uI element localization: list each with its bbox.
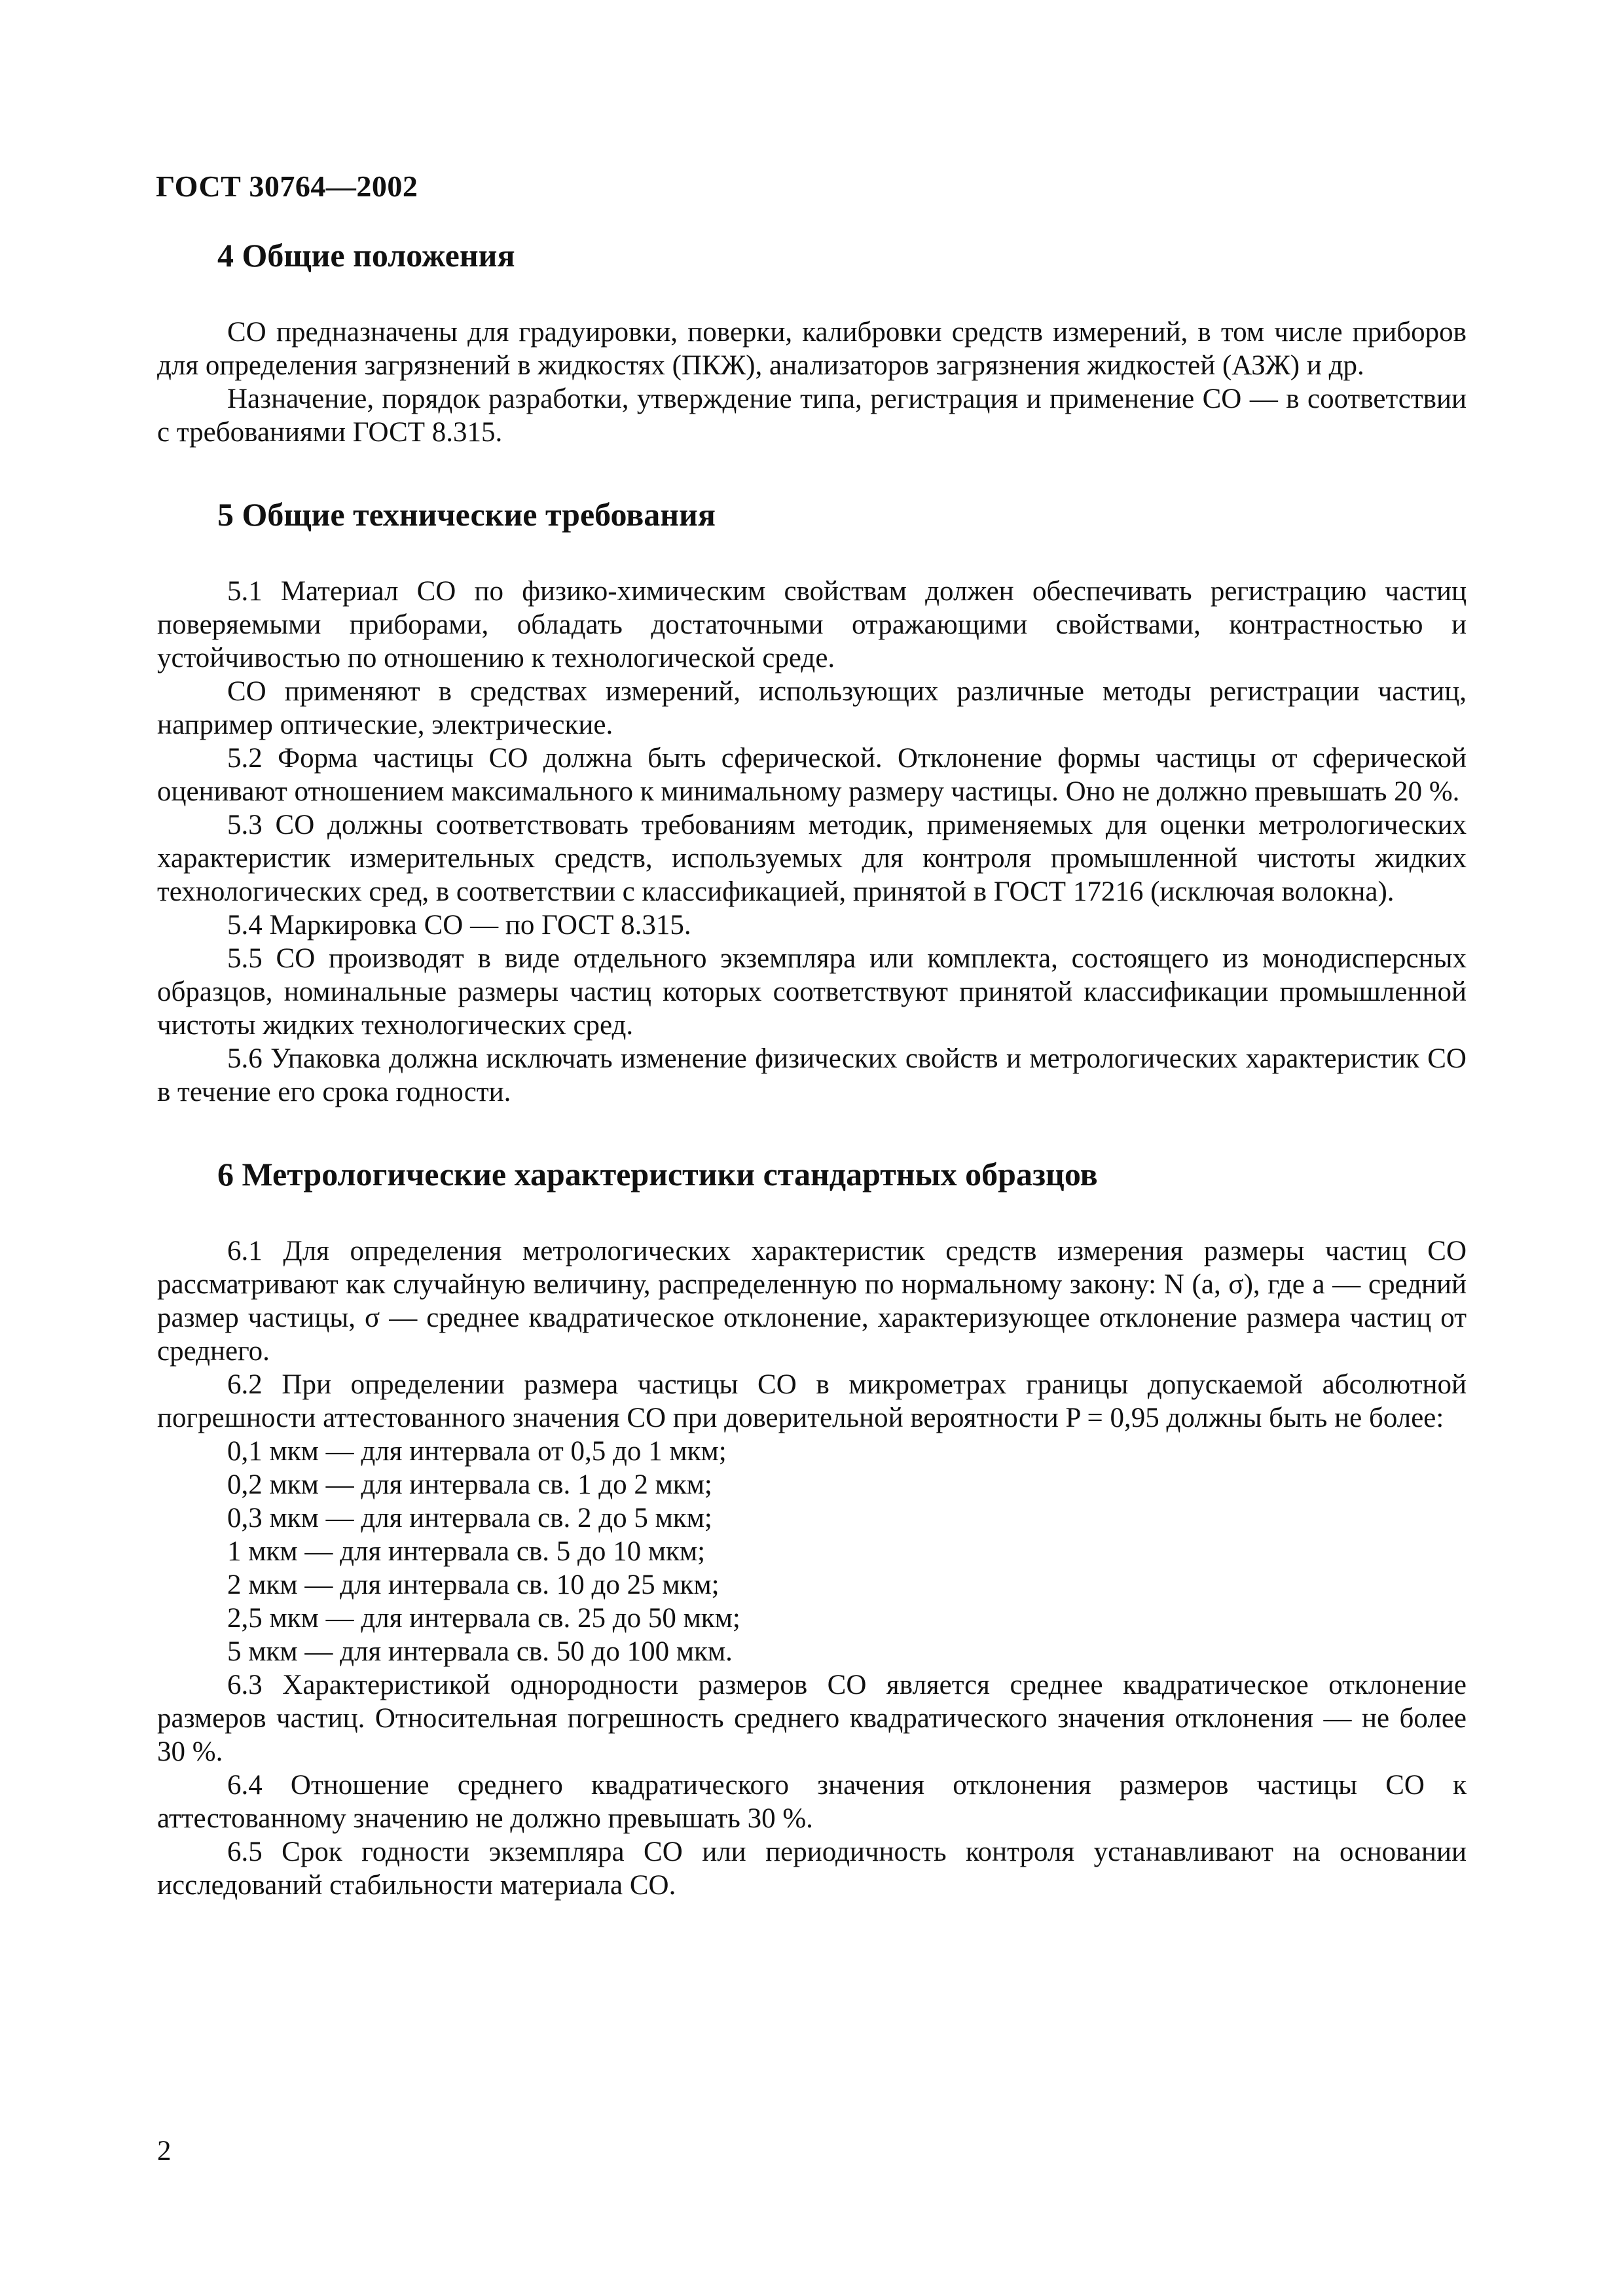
list-item: 1 мкм — для интервала св. 5 до 10 мкм;: [227, 1536, 706, 1567]
section-5: [157, 495, 1467, 1109]
paragraph: Назначение, порядок разработки, утверждение типа, регистрация и применение СО — в соответствии с требованиями ГОСТ 8.315.: [157, 384, 1467, 448]
section-6: [157, 1155, 1467, 1902]
list-item: 2 мкм — для интервала св. 10 до 25 мкм;: [227, 1570, 720, 1600]
paragraph: 5.6 Упаковка должна исключать изменение физических свойств и метрологических характеристик СО в течение его срока годности.: [157, 1043, 1467, 1107]
document-body: [157, 236, 1467, 1948]
paragraph: 6.4 Отношение среднего квадратического значения отклонения размеров частицы СО к аттестованному значению не должно превышать 30 %.: [157, 1770, 1467, 1834]
paragraph: 5.2 Форма частицы СО должна быть сферической. Отклонение формы частицы от сферической оценивают отношением максимального к минимальному размеру частицы. Оно не должно превышать 20 %.: [157, 743, 1467, 807]
list-item: 0,2 мкм — для интервала св. 1 до 2 мкм;: [227, 1469, 712, 1500]
paragraph: 5.3 СО должны соответствовать требованиям методик, применяемых для оценки метрологических характеристик измерительных средств, используемых для контроля промышленной чистоты жидких технологических сред, в соответствии с классификацией, принятой в ГОСТ 17216 (исключая волокна).: [157, 810, 1467, 907]
section-4: [157, 236, 1467, 449]
paragraph: 5.1 Материал СО по физико-химическим свойствам должен обеспечивать регистрацию частиц поверяемыми приборами, обладать достаточными отражающими свойствами, контрастностью и устойчивостью по отношению к технологической среде.: [157, 576, 1467, 673]
paragraph: СО применяют в средствах измерений, использующих различные методы регистрации частиц, например оптические, электрические.: [157, 676, 1467, 740]
page-number: 2: [157, 2136, 172, 2166]
document-code: ГОСТ 30764—2002: [156, 170, 418, 203]
section-title: 6 Метрологические характеристики стандартных образцов: [217, 1156, 1098, 1193]
section-body: [157, 315, 1467, 449]
paragraph: 5.4 Маркировка СО — по ГОСТ 8.315.: [227, 910, 691, 941]
paragraph: 5.5 СО производят в виде отдельного экземпляра или комплекта, состоящего из монодисперсных образцов, номинальные размеры частиц которых соответствуют принятой классификации промышленной чистоты жидких технологических сред.: [157, 943, 1467, 1041]
list-item: 5 мкм — для интервала св. 50 до 100 мкм.: [227, 1636, 733, 1667]
paragraph: 6.3 Характеристикой однородности размеров СО является среднее квадратическое отклонение размеров частиц. Относительная погрешность среднего квадратического значения отклонения — не более 30 %.: [157, 1670, 1467, 1767]
paragraph: 6.2 При определении размера частицы СО в микрометрах границы допускаемой абсолютной погрешности аттестованного значения СО при доверительной вероятности P = 0,95 должны быть не более:: [157, 1369, 1467, 1433]
section-body: [157, 575, 1467, 1109]
section-title: 4 Общие положения: [217, 237, 515, 274]
section-body: [157, 1234, 1467, 1902]
paragraph: 6.1 Для определения метрологических характеристик средств измерения размеры частиц СО рассматривают как случайную величину, распределенную по нормальному закону: N (a, σ), где a — средний размер частицы, σ — среднее квадратическое отклонение, характеризующее отклонение размера частиц от среднего.: [157, 1236, 1467, 1367]
paragraph: 6.5 Срок годности экземпляра СО или периодичность контроля устанавливают на основании исследований стабильности материала СО.: [157, 1837, 1467, 1901]
section-title: 5 Общие технические требования: [217, 496, 716, 533]
list-item: 2,5 мкм — для интервала св. 25 до 50 мкм;: [227, 1603, 740, 1634]
paragraph: СО предназначены для градуировки, поверки, калибровки средств измерений, в том числе приборов для определения загрязнений в жидкостях (ПКЖ), анализаторов загрязнения жидкостей (АЗЖ) и др.: [157, 317, 1467, 381]
list-item: 0,3 мкм — для интервала св. 2 до 5 мкм;: [227, 1503, 712, 1534]
list-item: 0,1 мкм — для интервала от 0,5 до 1 мкм;: [227, 1436, 727, 1467]
